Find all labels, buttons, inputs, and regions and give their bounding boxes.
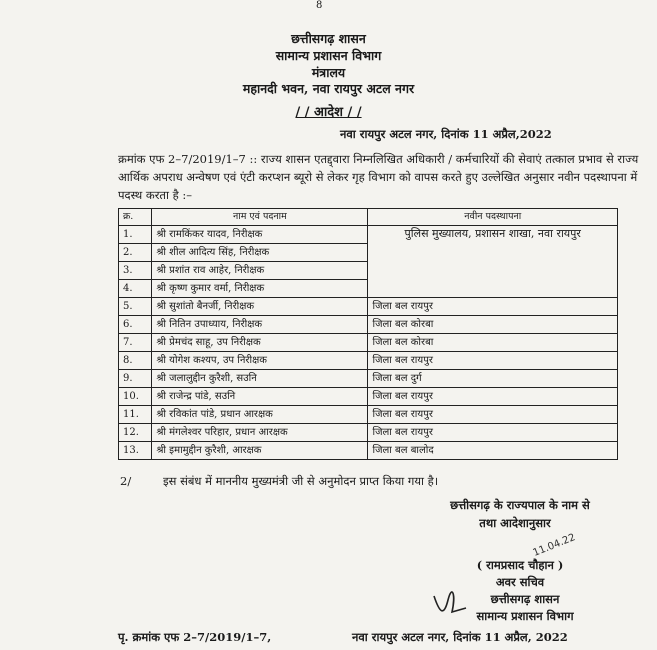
order-title: / / आदेश / / bbox=[295, 105, 362, 120]
header-serial: क्र. bbox=[119, 209, 152, 226]
row-posting: जिला बल रायपुर bbox=[368, 352, 618, 370]
signatory-org2: सामान्य प्रशासन विभाग bbox=[476, 609, 574, 623]
row-posting: जिला बल रायपुर bbox=[368, 298, 618, 316]
row-serial: 3. bbox=[119, 262, 152, 280]
row-name: श्री योगेश कश्यप, उप निरीक्षक bbox=[152, 352, 368, 370]
row-serial: 6. bbox=[119, 316, 152, 334]
table-row bbox=[119, 226, 618, 244]
row-serial: 4. bbox=[119, 280, 152, 298]
signature-line1: छत्तीसगढ़ के राज्यपाल के नाम से bbox=[450, 498, 590, 512]
header-department: सामान्य प्रशासन विभाग bbox=[275, 48, 382, 63]
header-address: महानदी भवन, नवा रायपुर अटल नगर bbox=[242, 81, 415, 96]
table-row bbox=[119, 442, 618, 460]
row-serial: 10. bbox=[119, 388, 152, 406]
table-row bbox=[119, 298, 618, 316]
row-name: श्री रविकांत पांडे, प्रधान आरक्षक bbox=[152, 406, 368, 424]
signature-scribble-icon bbox=[430, 590, 470, 620]
row-serial: 11. bbox=[119, 406, 152, 424]
row-name: श्री मंगलेश्वर परिहार, प्रधान आरक्षक bbox=[152, 424, 368, 442]
row-name: श्री नितिन उपाध्याय, निरीक्षक bbox=[152, 316, 368, 334]
row-serial: 12. bbox=[119, 424, 152, 442]
table-header-row bbox=[119, 209, 618, 226]
dateline: नवा रायपुर अटल नगर, दिनांक 11 अप्रैल,2022 bbox=[340, 127, 552, 141]
row-posting: जिला बल रायपुर bbox=[368, 388, 618, 406]
row-name: श्री इमामुद्दीन कुरैशी, आरक्षक bbox=[152, 442, 368, 460]
row-name: श्री जलालुद्दीन कुरैशी, सउनि bbox=[152, 370, 368, 388]
row-name: श्री प्रशांत राव आहेर, निरीक्षक bbox=[152, 262, 368, 280]
row-posting: जिला बल कोरबा bbox=[368, 316, 618, 334]
row-posting: जिला बल रायपुर bbox=[368, 424, 618, 442]
row-posting: जिला बल कोरबा bbox=[368, 334, 618, 352]
row-name: श्री शील आदित्य सिंह, निरीक्षक bbox=[152, 244, 368, 262]
row-serial: 13. bbox=[119, 442, 152, 460]
merged-posting: पुलिस मुख्यालय, प्रशासन शाखा, नवा रायपुर bbox=[368, 226, 618, 298]
signature-line2: तथा आदेशानुसार bbox=[479, 516, 551, 530]
posting-table bbox=[118, 208, 618, 460]
row-serial: 1. bbox=[119, 226, 152, 244]
order-paragraph: क्रमांक एफ 2–7/2019/1–7 :: राज्य शासन एतद्द्वारा निम्नलिखित अधिकारी / कर्मचारियों की सेवाएं तत्काल प्रभाव से राज्य आर्थिक अपराध अन्वेषण एवं एंटी करप्शन ब्यूरो से लेकर गृह विभाग को वापस करते हुए उल्लेखित अनुसार नवीन पदस्थापना में पदस्थ करता है :– bbox=[118, 152, 639, 202]
table-row bbox=[119, 370, 618, 388]
approval-note: इस संबंध में माननीय मुख्यमंत्री जी से अनुमोदन प्राप्त किया गया है। bbox=[163, 474, 439, 488]
header-posting: नवीन पदस्थापना bbox=[368, 209, 618, 226]
header-ministry: मंत्रालय bbox=[311, 65, 346, 80]
table-row bbox=[119, 352, 618, 370]
row-serial: 5. bbox=[119, 298, 152, 316]
signatory-name: ( रामप्रसाद चौहान ) bbox=[476, 558, 564, 572]
row-name: श्री प्रेमचंद साहू, उप निरीक्षक bbox=[152, 334, 368, 352]
handwritten-date: 11.04.22 bbox=[531, 532, 577, 559]
row-name: श्री कृष्ण कुमार वर्मा, निरीक्षक bbox=[152, 280, 368, 298]
header-government: छत्तीसगढ़ शासन bbox=[291, 31, 366, 46]
row-posting: जिला बल बालोद bbox=[368, 442, 618, 460]
table-row bbox=[119, 424, 618, 442]
footer-reference: पृ. क्रमांक एफ 2–7/2019/1–7, bbox=[118, 630, 272, 644]
row-posting: जिला बल दुर्ग bbox=[368, 370, 618, 388]
row-name: श्री राजेन्द्र पांडे, सउनि bbox=[152, 388, 368, 406]
row-serial: 7. bbox=[119, 334, 152, 352]
signatory-designation: अवर सचिव bbox=[495, 575, 545, 589]
header-name: नाम एवं पदनाम bbox=[152, 209, 368, 226]
signatory-org1: छत्तीसगढ़ शासन bbox=[490, 592, 560, 606]
footer-date: नवा रायपुर अटल नगर, दिनांक 11 अप्रैल, 2022 bbox=[352, 630, 568, 644]
row-posting: जिला बल रायपुर bbox=[368, 406, 618, 424]
row-name: श्री सुशांतो बैनर्जी, निरीक्षक bbox=[152, 298, 368, 316]
row-serial: 9. bbox=[119, 370, 152, 388]
table-row bbox=[119, 406, 618, 424]
row-serial: 2. bbox=[119, 244, 152, 262]
table-row bbox=[119, 316, 618, 334]
table-row bbox=[119, 388, 618, 406]
row-serial: 8. bbox=[119, 352, 152, 370]
point-number: 2/ bbox=[120, 474, 132, 488]
table-row bbox=[119, 334, 618, 352]
page-mark: 8 bbox=[316, 0, 323, 11]
row-name: श्री रामकिंकर यादव, निरीक्षक bbox=[152, 226, 368, 244]
